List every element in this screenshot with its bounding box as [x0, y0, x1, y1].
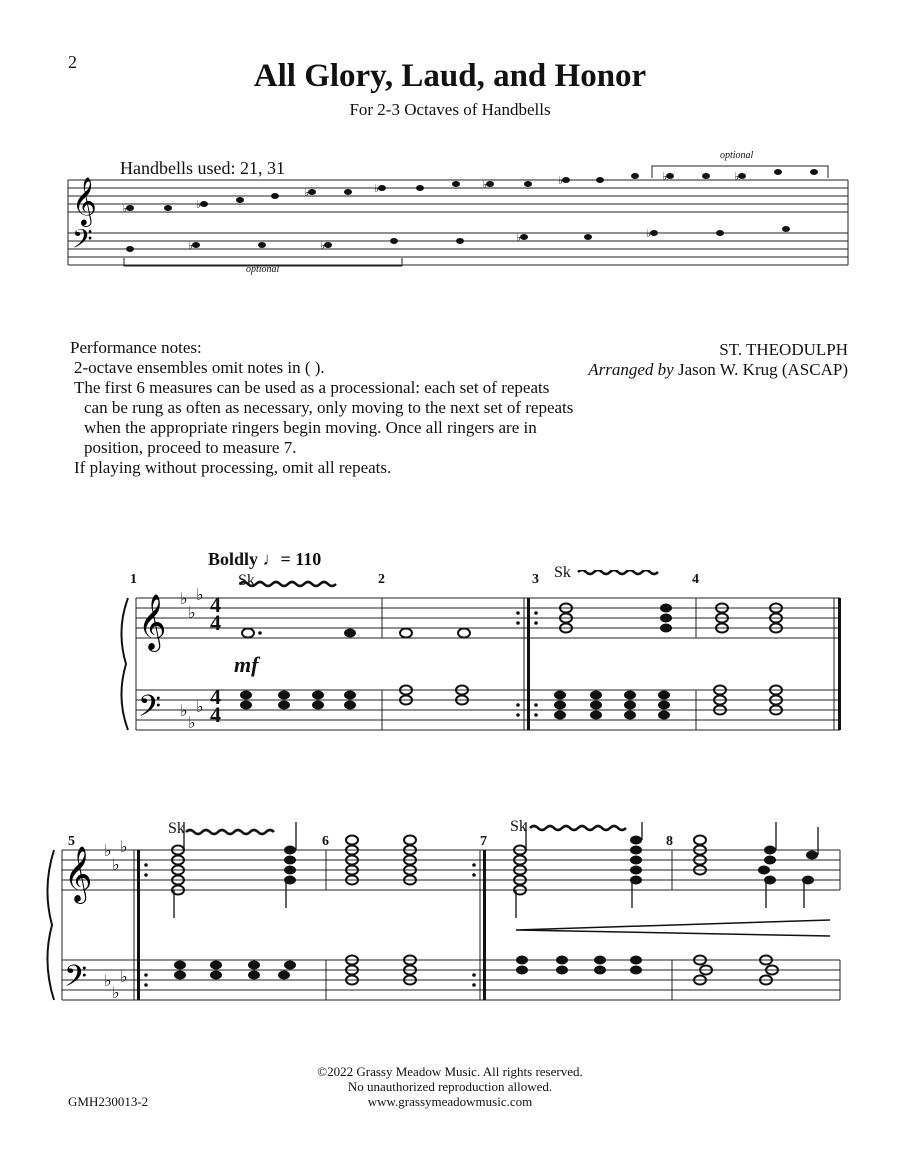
time-sig-bottom: 4: [210, 702, 221, 727]
tempo-text: Boldly: [208, 549, 259, 569]
technique-mark: Sk: [168, 820, 185, 837]
tempo-bpm: = 110: [280, 549, 322, 569]
svg-text:♭: ♭: [196, 199, 202, 211]
svg-text:♭: ♭: [104, 973, 112, 990]
measure-number: 2: [378, 572, 385, 587]
svg-text:♭: ♭: [122, 203, 128, 215]
technique-mark: Sk: [510, 818, 527, 835]
svg-text:♭: ♭: [188, 240, 194, 252]
note-line: The first 6 measures can be used as a processional: each set of repeats: [74, 378, 550, 397]
treble-clef-icon: 𝄞: [72, 179, 97, 225]
page-number: 2: [68, 52, 77, 72]
music-system-2: [0, 822, 900, 1022]
note-line: can be rung as often as necessary, only moving to the next set of repeats: [84, 398, 574, 417]
svg-text:♭: ♭: [188, 715, 196, 732]
tempo-marking: [208, 549, 321, 570]
measure-number: 7: [480, 834, 487, 849]
measure-number: 3: [532, 572, 539, 587]
bass-clef-icon: 𝄢: [64, 960, 88, 1000]
svg-text:♭: ♭: [482, 179, 488, 191]
svg-text:♭: ♭: [196, 587, 204, 604]
technique-mark: Sk: [238, 572, 255, 589]
bass-notes-system1: [240, 691, 670, 720]
note-line: when the appropriate ringers begin moving. Once all ringers are in: [84, 418, 537, 437]
measure-number: 4: [692, 572, 699, 587]
arranger-name: Jason W. Krug (ASCAP): [677, 360, 848, 379]
time-signature-bass: [210, 684, 221, 727]
svg-text:♭: ♭: [320, 240, 326, 252]
handbell-range-chart: [0, 140, 900, 280]
note-line: position, proceed to measure 7.: [84, 438, 297, 457]
svg-text:♭: ♭: [120, 969, 128, 986]
arranger-prefix: Arranged by: [588, 360, 674, 379]
note-line: If playing without processing, omit all repeats.: [74, 458, 392, 477]
optional-label-treble: optional: [720, 150, 754, 161]
svg-text:♭: ♭: [662, 171, 668, 183]
bass-range-notes: [126, 226, 790, 252]
tune-name: ST. THEODULPH: [719, 340, 848, 359]
time-sig-top: 4: [210, 684, 221, 709]
dynamic-marking: mf: [234, 652, 259, 677]
reproduction-notice: No unauthorized reproduction allowed.: [347, 1079, 553, 1094]
svg-text:♭: ♭: [196, 699, 204, 716]
svg-text:♭: ♭: [188, 605, 196, 622]
treble-clef-icon: 𝄞: [138, 596, 167, 649]
copyright: ©2022 Grassy Meadow Music. All rights reserved.: [317, 1064, 583, 1079]
page-title: All Glory, Laud, and Honor: [253, 58, 647, 94]
catalog-number: GMH230013-2: [68, 1094, 149, 1109]
crescendo-hairpin: [516, 920, 830, 936]
treble-notes-system2: [172, 836, 706, 895]
treble-notes-system1: [242, 604, 782, 638]
handbells-used-label: Handbells used: 21, 31: [120, 158, 285, 178]
svg-text:♭: ♭: [734, 171, 740, 183]
music-system-1: [0, 570, 900, 750]
svg-text:♭: ♭: [180, 591, 188, 608]
svg-text:♭: ♭: [374, 183, 380, 195]
svg-text:♭: ♭: [646, 228, 652, 240]
subtitle: For 2-3 Octaves of Handbells: [349, 100, 551, 119]
treble-range-notes: [126, 169, 818, 211]
quarter-note-icon: ♩: [262, 549, 281, 569]
svg-text:♭: ♭: [104, 843, 112, 860]
svg-text:♭: ♭: [304, 187, 310, 199]
svg-text:♭: ♭: [516, 232, 522, 244]
time-sig-top: 4: [210, 592, 221, 617]
svg-text:♭: ♭: [112, 985, 120, 1002]
treble-clef-icon: 𝄞: [64, 848, 93, 901]
time-sig-bottom: 4: [210, 610, 221, 635]
svg-text:♭: ♭: [120, 839, 128, 856]
measure-number: 8: [666, 834, 673, 849]
bass-clef-icon: 𝄢: [138, 690, 162, 730]
svg-text:♭: ♭: [558, 175, 564, 187]
svg-text:♭: ♭: [112, 857, 120, 874]
optional-label-bass: optional: [246, 264, 280, 275]
performance-notes-heading: Performance notes:: [70, 338, 202, 357]
technique-mark: Sk: [554, 564, 571, 581]
svg-text:♭: ♭: [180, 703, 188, 720]
arranger-credit: [588, 360, 848, 380]
bass-clef-icon: 𝄢: [72, 224, 93, 260]
note-line: 2-octave ensembles omit notes in ( ).: [74, 358, 325, 377]
time-signature-treble: [210, 592, 221, 635]
measure-number: 1: [130, 572, 137, 587]
measure-number: 5: [68, 834, 75, 849]
measure-number: 6: [322, 834, 329, 849]
website: www.grassymeadowmusic.com: [367, 1094, 533, 1109]
performance-notes: [70, 338, 573, 478]
